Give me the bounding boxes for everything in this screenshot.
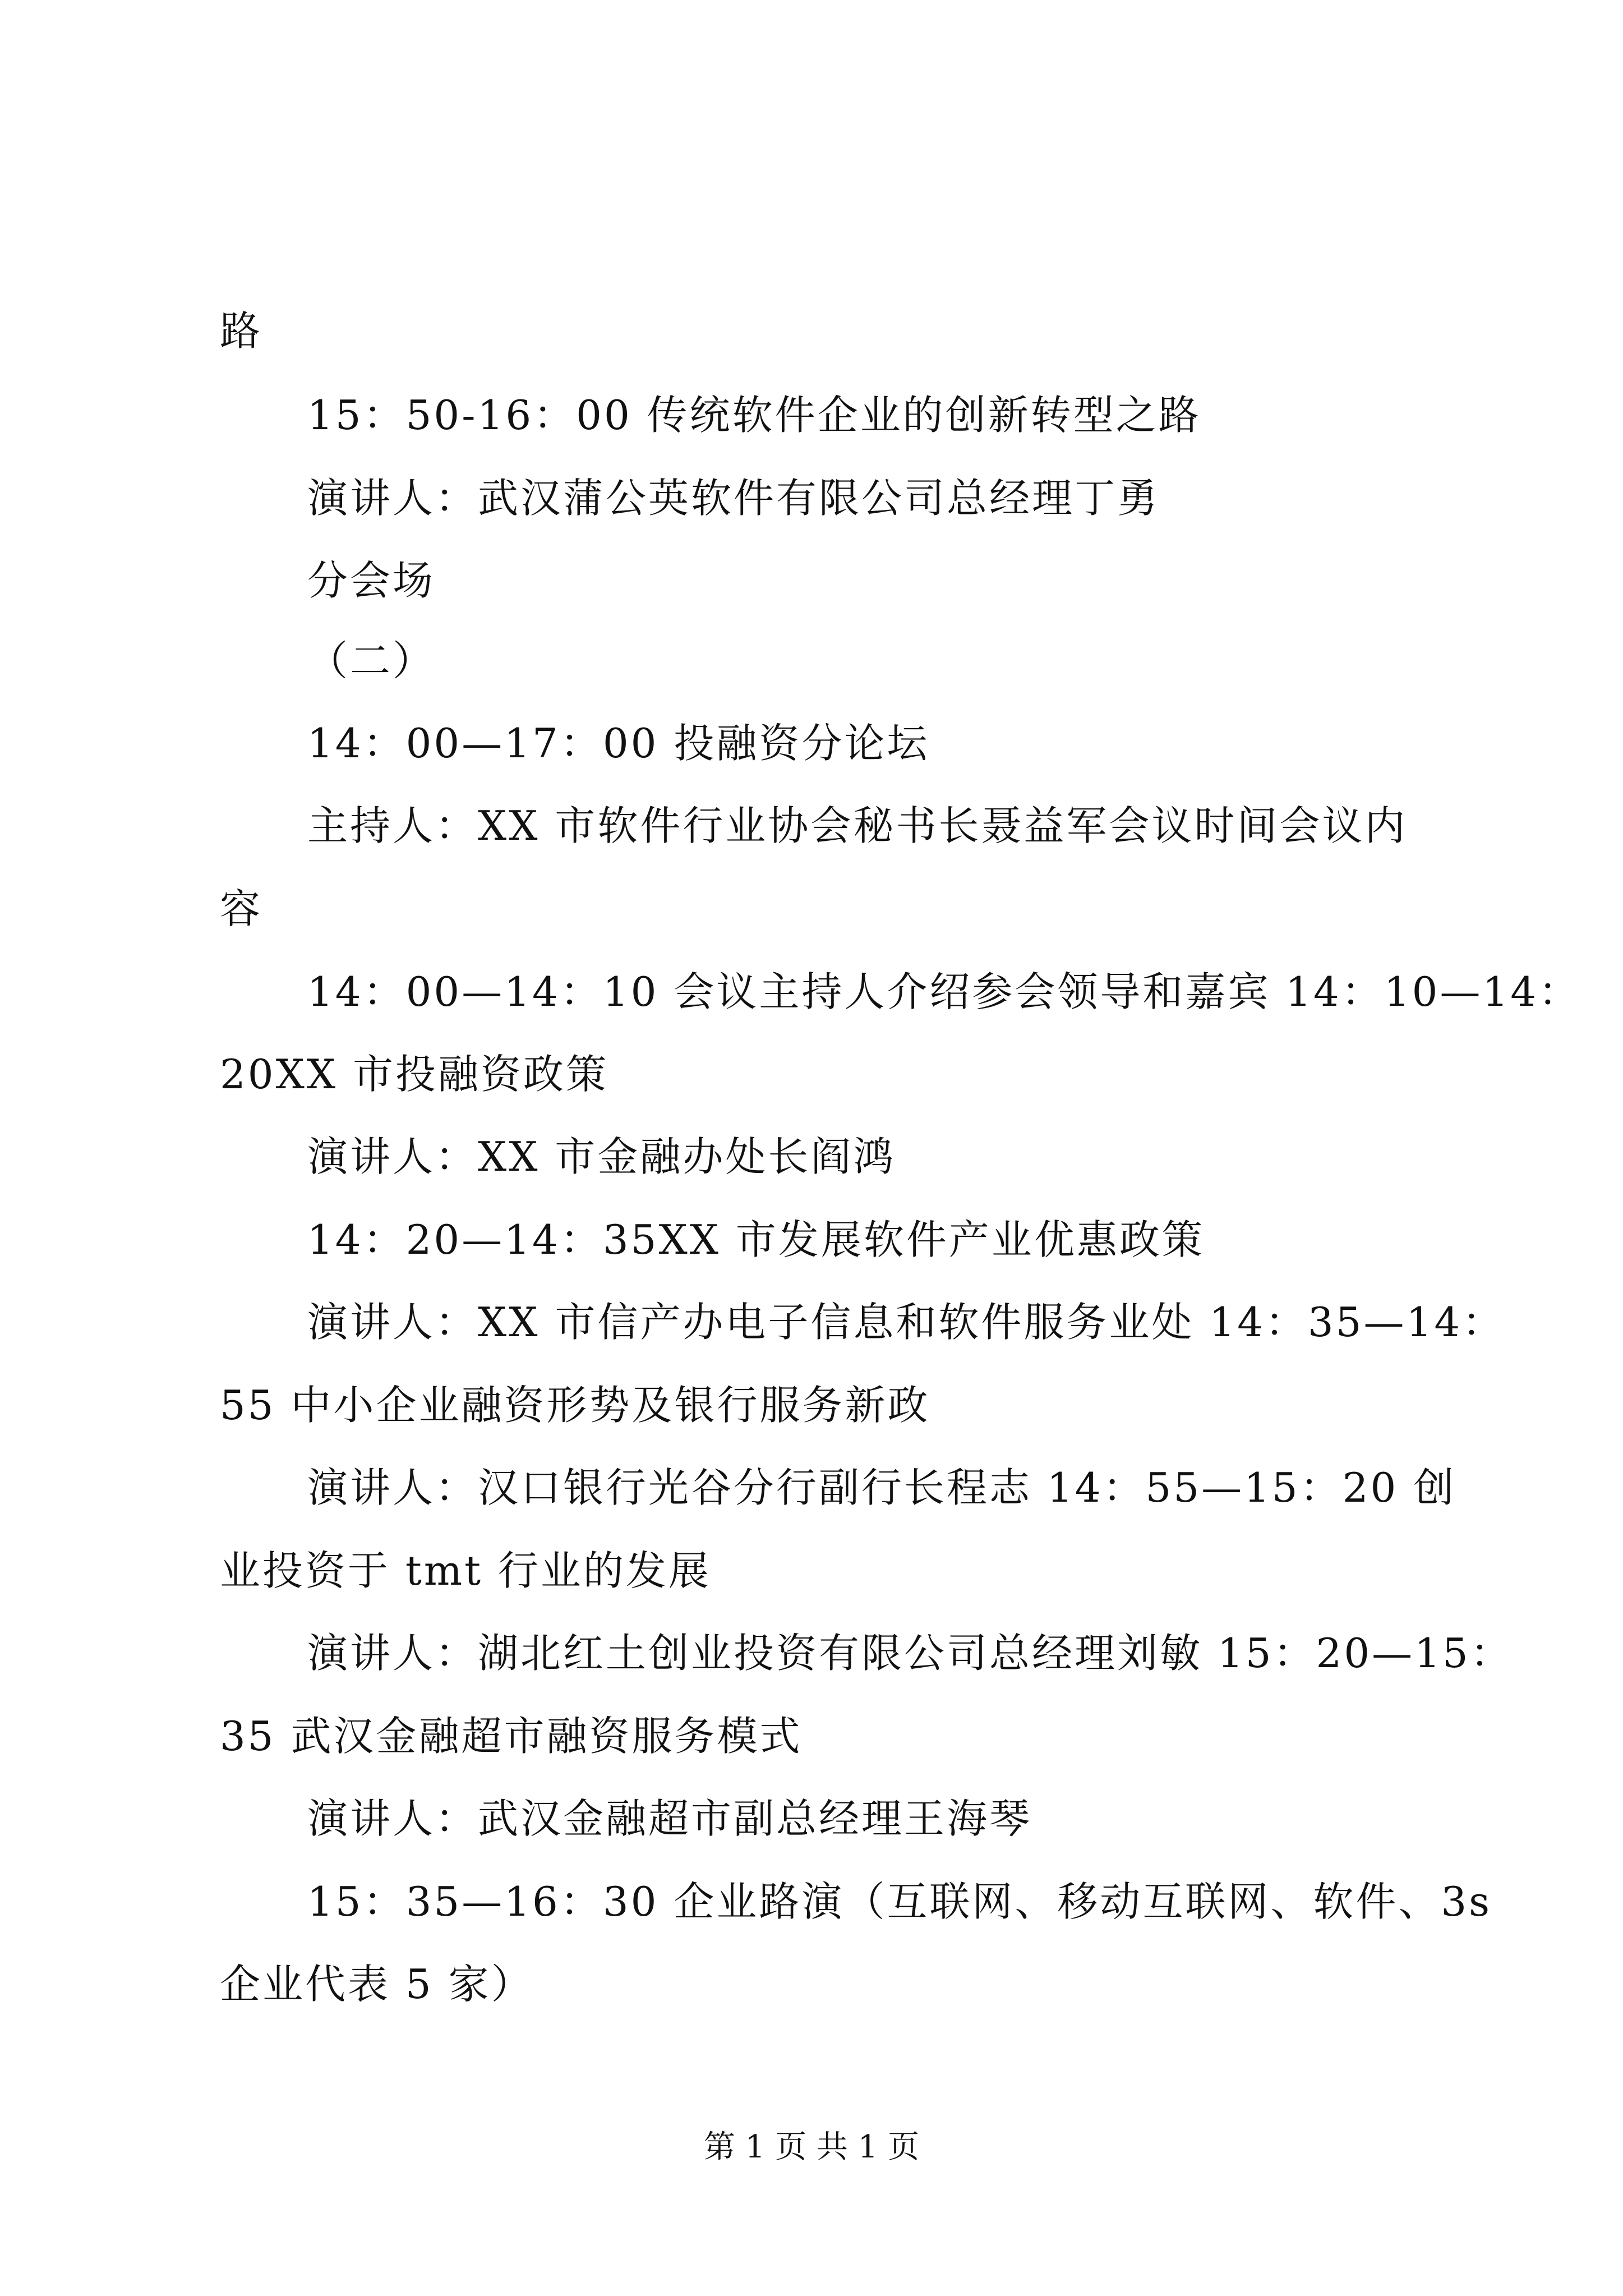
text-line: 演讲人：武汉金融超市副总经理王海琴 [307, 1795, 1032, 1842]
text-line: 演讲人：XX 市金融办处长阎鸿 [307, 1133, 896, 1180]
text-line: 业投资于 tmt 行业的发展 [220, 1547, 711, 1594]
text-line: 演讲人：湖北红土创业投资有限公司总经理刘敏 15：20—15： [307, 1630, 1513, 1677]
text-line: 14：00—14：10 会议主持人介绍参会领导和嘉宾 14：10—14： [307, 968, 1581, 1015]
text-line: 35 武汉金融超市融资服务模式 [220, 1713, 803, 1760]
text-line: 演讲人：汉口银行光谷分行副行长程志 14：55—15：20 创 [307, 1464, 1456, 1511]
text-line: 容 [220, 885, 263, 932]
page-footer: 第 1 页 共 1 页 [703, 2129, 920, 2165]
text-line: 主持人：XX 市软件行业协会秘书长聂益军会议时间会议内 [307, 802, 1408, 849]
text-line: 15：50-16：00 传统软件企业的创新转型之路 [307, 392, 1201, 439]
text-line: 路 [220, 307, 263, 355]
text-line: 14：20—14：35XX 市发展软件产业优惠政策 [307, 1216, 1205, 1263]
text-line: 演讲人：XX 市信产办电子信息和软件服务业处 14：35—14： [307, 1299, 1505, 1346]
text-line: 企业代表 5 家） [220, 1961, 534, 2008]
text-line: （二） [307, 637, 436, 684]
text-line: 14：00—17：00 投融资分论坛 [307, 720, 930, 767]
text-line: 15：35—16：30 企业路演（互联网、移动互联网、软件、3s [307, 1878, 1492, 1925]
text-line: 55 中小企业融资形势及银行服务新政 [220, 1382, 930, 1429]
text-line: 20XX 市投融资政策 [220, 1051, 609, 1098]
text-line: 演讲人：武汉蒲公英软件有限公司总经理丁勇 [307, 475, 1160, 522]
text-line: 分会场 [307, 557, 436, 604]
